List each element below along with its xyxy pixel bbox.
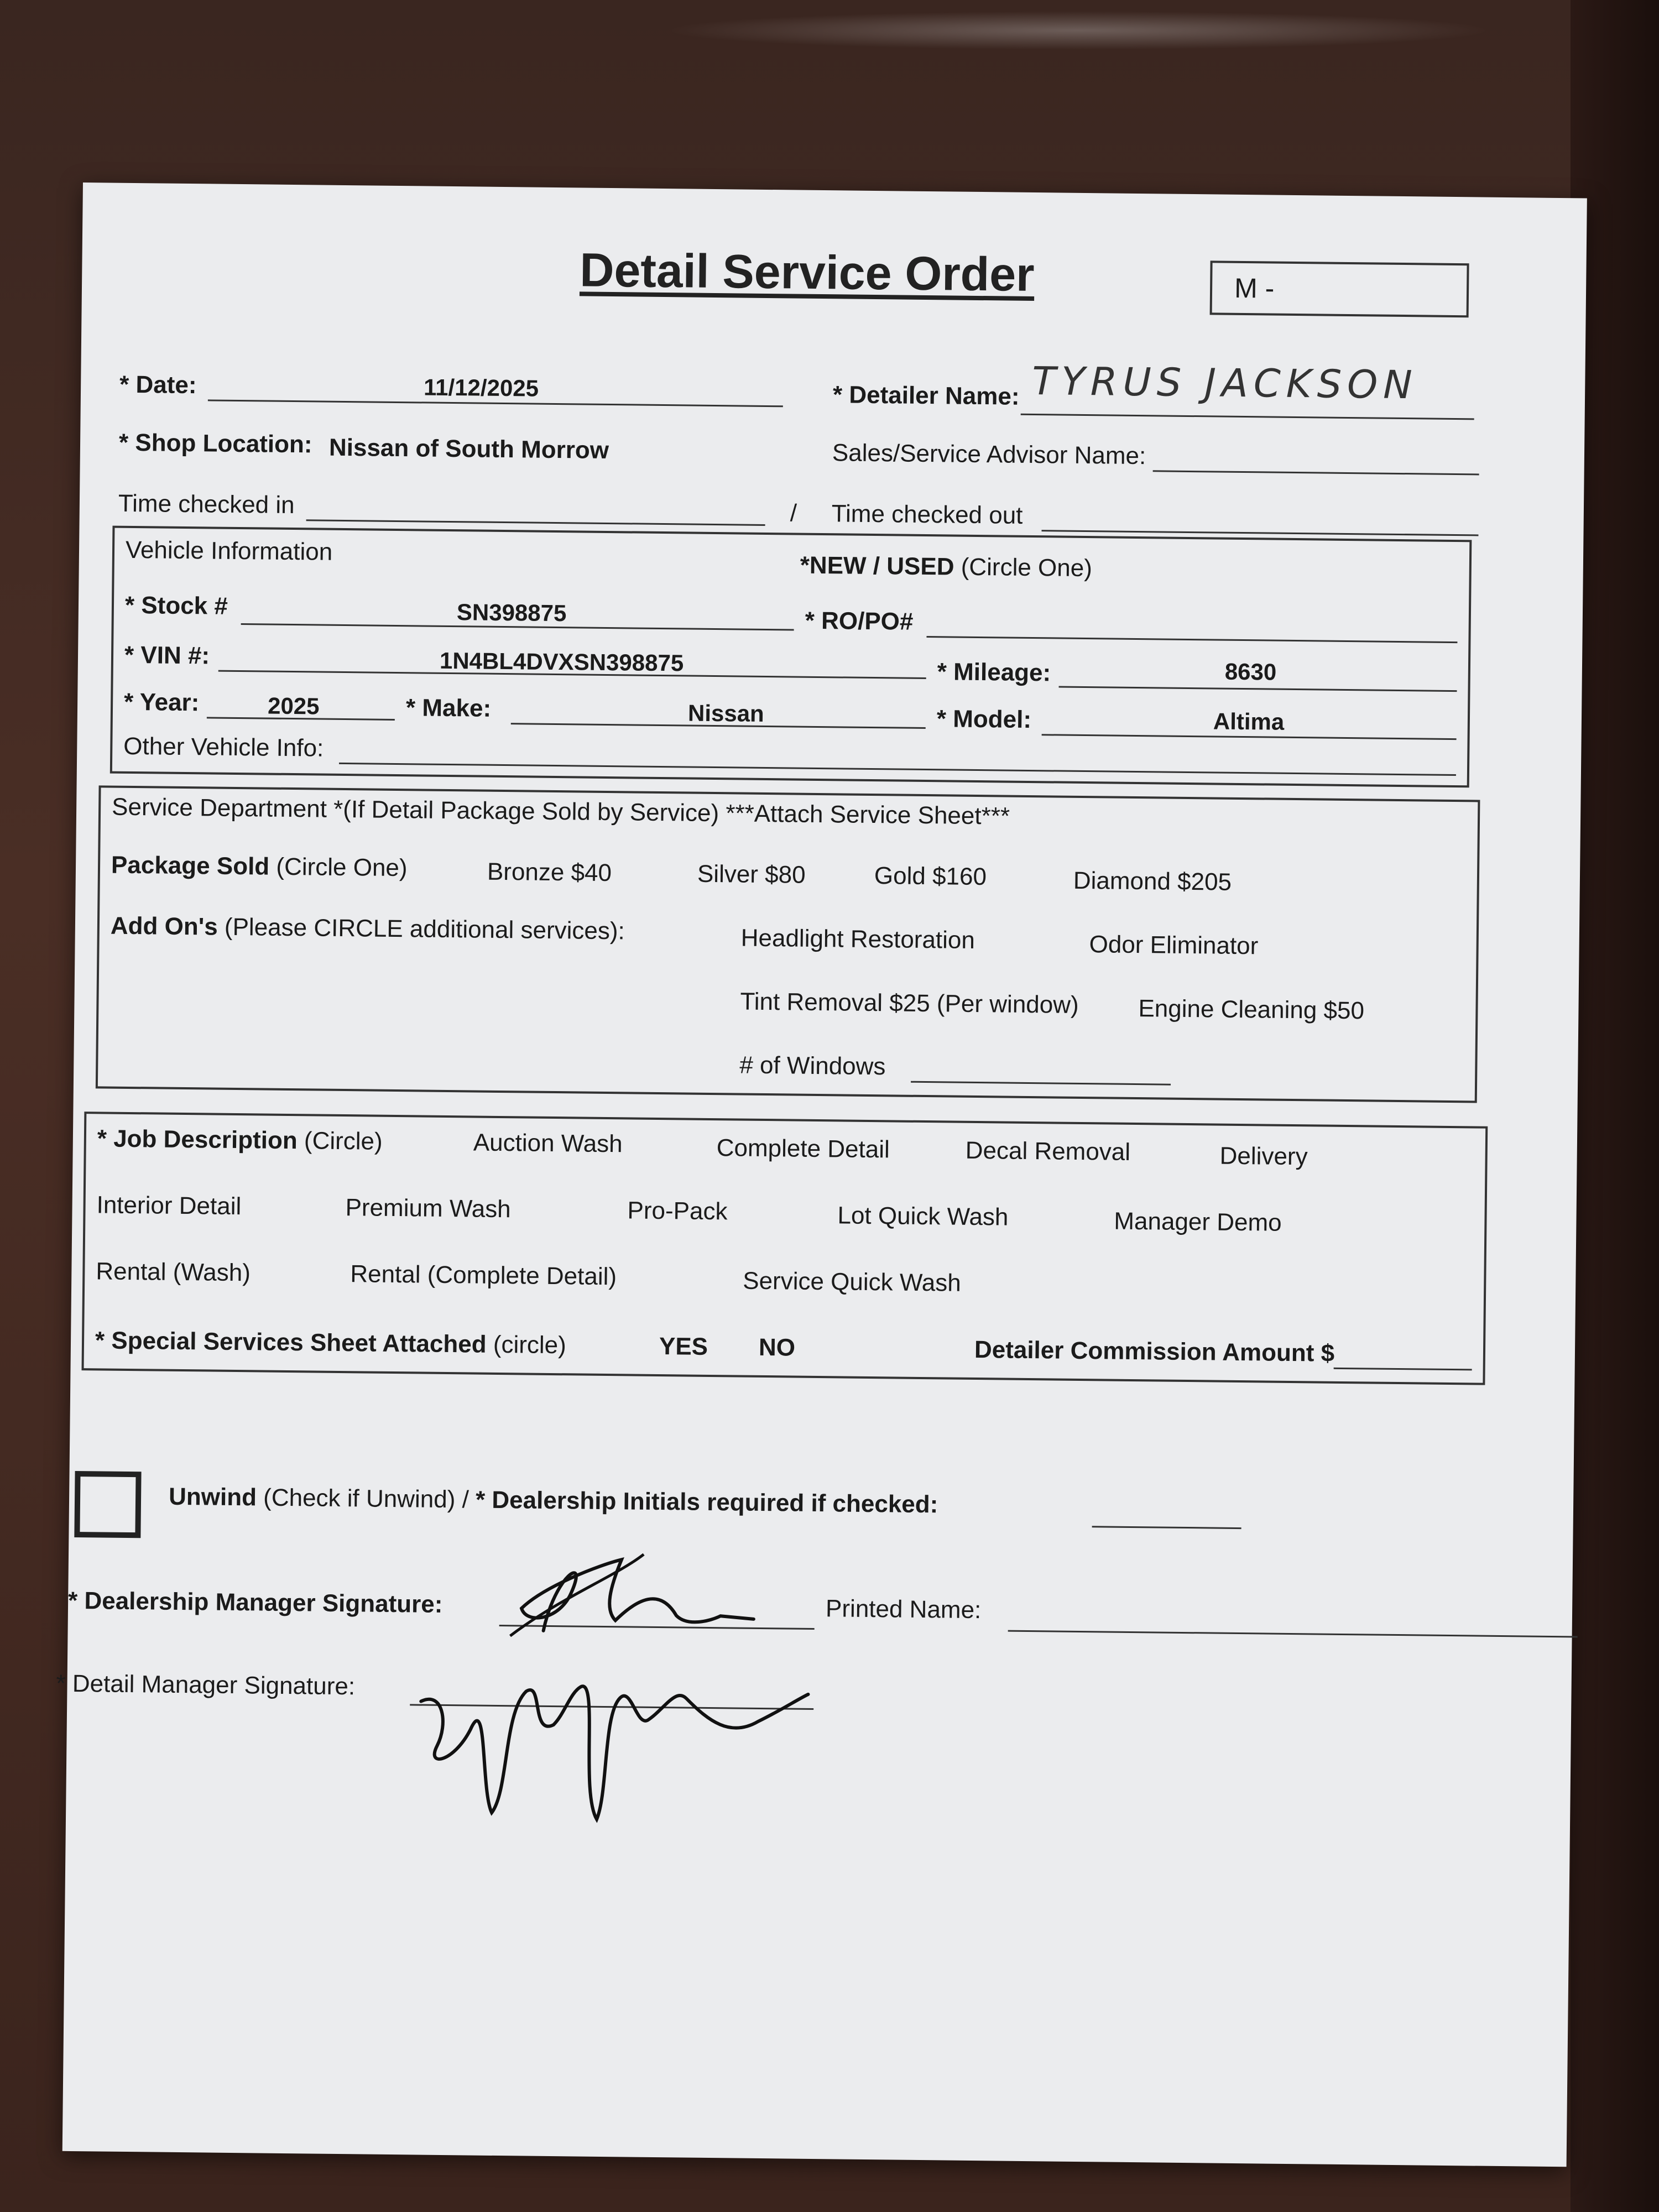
time-checked-in-line [306,519,765,526]
model-label: * Model: [936,705,1032,734]
unwind-check-text: (Check if Unwind) / [263,1484,469,1514]
job-auction-wash[interactable]: Auction Wash [473,1129,623,1158]
new-used-label: *NEW / USED [800,551,954,581]
dealership-initials-line [1092,1526,1241,1529]
addon-headlight-restoration[interactable]: Headlight Restoration [740,924,975,954]
package-diamond[interactable]: Diamond $205 [1073,867,1232,896]
package-silver[interactable]: Silver $80 [697,860,806,889]
job-complete-detail[interactable]: Complete Detail [716,1134,890,1164]
stock-value: SN398875 [456,599,567,627]
ro-po-label: * RO/PO# [805,607,914,635]
job-description-section [82,1112,1488,1385]
time-checked-out-label: Time checked out [831,500,1023,529]
service-order-paper [56,182,1587,2167]
job-lot-quick-wash[interactable]: Lot Quick Wash [837,1202,1009,1231]
job-service-quick-wash[interactable]: Service Quick Wash [743,1267,961,1297]
advisor-name-label: Sales/Service Advisor Name: [832,439,1146,470]
job-premium-wash[interactable]: Premium Wash [345,1194,511,1223]
printed-name-line [1008,1630,1578,1638]
detail-manager-signature [398,1624,820,1827]
other-vehicle-info-line [339,763,1456,776]
mileage-value: 8630 [1224,658,1277,685]
service-department-heading: Service Department *(If Detail Package Sold by Service) ***Attach Service Sheet*** [111,793,1010,830]
service-department-section [96,785,1480,1103]
year-value: 2025 [267,692,320,719]
new-used-field [800,552,1093,583]
make-label: * Make: [405,694,492,722]
unwind-field [169,1483,938,1519]
dealership-initials-label: * Dealership Initials required if checked: [475,1486,938,1519]
job-description-field [97,1125,383,1155]
special-services-circle: (circle) [493,1331,567,1359]
job-manager-demo[interactable]: Manager Demo [1114,1207,1282,1237]
detail-manager-signature-label: * Detail Manager Signature: [56,1670,356,1700]
addon-odor-eliminator[interactable]: Odor Eliminator [1089,931,1259,960]
detailer-name-label: * Detailer Name: [832,381,1020,410]
shop-location-value: Nissan of South Morrow [328,434,609,464]
special-services-yes[interactable]: YES [659,1333,708,1360]
year-label: * Year: [123,688,200,717]
date-label: * Date: [119,371,197,399]
vin-value: 1N4BL4DVXSN398875 [439,647,684,676]
m-number-label: M - [1234,272,1275,304]
commission-amount-line [1334,1368,1472,1371]
vin-label: * VIN #: [124,641,210,670]
mileage-line [1059,686,1457,692]
printed-name-label: Printed Name: [825,1595,982,1624]
special-services-field [95,1327,566,1359]
add-ons-field [111,912,625,946]
date-value: 11/12/2025 [423,374,539,401]
table-glare [664,11,1493,50]
detailer-name-line [1021,414,1474,420]
job-delivery[interactable]: Delivery [1219,1142,1308,1171]
unwind-label: Unwind [168,1483,257,1511]
package-sold-field [111,852,408,883]
shop-location-label: * Shop Location: [118,429,312,458]
package-sold-circle-one: (Circle One) [276,853,408,882]
ro-po-line [926,636,1457,643]
addon-engine-cleaning[interactable]: Engine Cleaning $50 [1138,995,1365,1025]
unwind-checkbox[interactable] [74,1471,141,1538]
job-interior-detail[interactable]: Interior Detail [96,1191,242,1220]
job-pro-pack[interactable]: Pro-Pack [627,1197,728,1225]
windows-count-line [911,1081,1171,1086]
job-description-label: * Job Description [97,1125,298,1155]
vehicle-info-heading: Vehicle Information [125,536,333,566]
special-services-label: * Special Services Sheet Attached [95,1327,487,1358]
package-sold-label: Package Sold [111,851,270,880]
windows-count-label: # of Windows [739,1051,886,1081]
job-rental-wash[interactable]: Rental (Wash) [96,1258,251,1287]
addon-tint-removal[interactable]: Tint Removal $25 (Per window) [740,988,1079,1019]
add-ons-instruction: (Please CIRCLE additional services): [224,913,625,945]
package-bronze[interactable]: Bronze $40 [487,858,612,887]
time-checked-in-label: Time checked in [118,489,295,519]
package-gold[interactable]: Gold $160 [874,862,987,891]
time-checked-out-line [1041,530,1478,536]
job-description-circle: (Circle) [304,1127,383,1155]
advisor-name-line [1153,470,1479,475]
job-decal-removal[interactable]: Decal Removal [965,1136,1131,1166]
model-value: Altima [1213,708,1285,735]
dealership-manager-signature-label: * Dealership Manager Signature: [67,1587,443,1618]
vehicle-info-section [110,526,1472,788]
add-ons-label: Add On's [110,912,218,941]
special-services-no[interactable]: NO [758,1333,796,1361]
m-number-box [1210,260,1469,317]
time-slash: / [790,499,797,527]
make-value: Nissan [687,700,764,727]
new-used-circle-one: (Circle One) [961,553,1093,582]
stock-label: * Stock # [124,591,228,620]
job-rental-complete-detail[interactable]: Rental (Complete Detail) [350,1260,617,1291]
detailer-name-value: TYRUS JACKSON [1031,358,1418,408]
mileage-label: * Mileage: [937,658,1051,687]
commission-amount-label: Detailer Commission Amount $ [974,1335,1335,1367]
form-title: Detail Service Order [579,243,1035,302]
other-vehicle-info-label: Other Vehicle Info: [123,732,324,762]
